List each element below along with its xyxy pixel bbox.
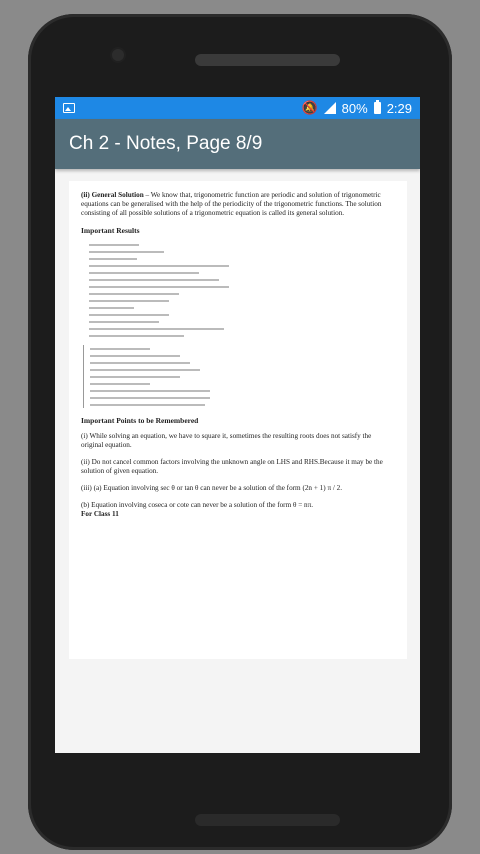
point-2: (ii) Do not cancel common factors involving the unknown angle on LHS and RHS.Because it may be the solution of given equation.: [81, 457, 383, 475]
battery-icon: [374, 102, 381, 114]
formula-block: [81, 241, 395, 339]
document-page[interactable]: [69, 181, 407, 659]
point-3: (iii) (a) Equation involving sec θ or tan θ can never be a solution of the form (2n + 1) π / 2.: [81, 483, 343, 492]
intro-paragraph: [81, 191, 395, 218]
status-bar: [55, 97, 420, 119]
app-bar: [55, 119, 420, 169]
results-heading: Important Results: [81, 226, 140, 235]
signal-icon: [324, 102, 336, 114]
earpiece-speaker: [195, 54, 340, 66]
page-title: Ch 2 - Notes, Page 8/9: [69, 133, 263, 154]
clock: 2:29: [386, 100, 412, 116]
points-heading: Important Points to be Remembered: [81, 416, 199, 426]
bottom-speaker: [195, 814, 340, 826]
battery-percent: 80%: [341, 100, 368, 116]
formula-box: [83, 345, 395, 408]
point-4: (b) Equation involving coseca or cote can never be a solution of the form θ = nπ.: [81, 500, 314, 509]
cut-off-line: For Class 11: [81, 509, 119, 518]
mute-icon: 🔕: [301, 100, 318, 115]
point-1: (i) While solving an equation, we have to square it, sometimes the resulting roots does not satisfy the original equation.: [81, 431, 372, 449]
front-camera: [112, 49, 124, 61]
intro-text: – We know that, trigonometric function are periodic and solution of trigonometric equations can be generalised with the help of the periodicity of the trigonometric functions. The solution consisting of all possible solutions of a trigonometric equation is called its general solution.: [81, 191, 382, 217]
intro-lead: (ii) General Solution: [81, 191, 144, 199]
image-notification-icon: [63, 103, 75, 113]
screen: [55, 97, 420, 753]
